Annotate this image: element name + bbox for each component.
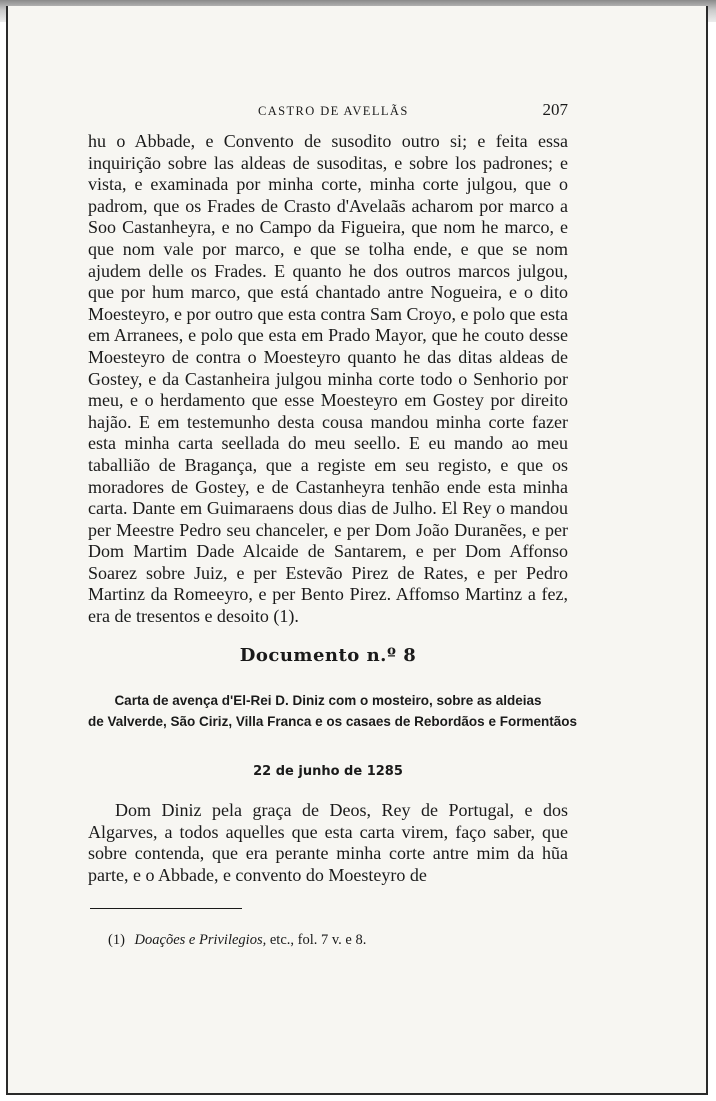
page-number: 207	[542, 100, 568, 119]
page-header	[88, 96, 568, 126]
footnote-source: Doações e Privilegios,	[134, 932, 267, 948]
footnote-reference: etc., fol. 7 v. e 8.	[269, 932, 367, 948]
summary-line-2: de Valverde, São Ciriz, Villa Franca e os casaes de Rebordãos e Formentãos	[88, 714, 577, 729]
continued-paragraph: hu o Abbade, e Convento de susodito outro si; e feita essa inquirição sobre las aldeas de susoditas, e sobre los padrones; e vista, e examinada por minha corte, minha corte julgou, que o padrom, que os Frades de Crasto d'Avelaãs acharom por marco a Soo Castanheyra, e no Campo da Figueira, que nom he marco, e que nom vale por marco, e que se tolha ende, e que se nom ajudem delle os Frades. E quanto he dos outros marcos julgou, que por hum marco, que está chantado antre Nogueira, e o dito Moesteyro, e por outro que esta contra Sam Croyo, e polo que esta em Arranees, e polo que esta em Prado Mayor, que he couto desse Moesteyro de contra o Moesteyro quanto he das ditas aldeas de Gostey, e da Castanheira julgou minha corte todo o Senhorio por meu, e o herdamento que esse Moesteyro em Gostey por direito hajão. E em testemunho desta cousa mandou minha corte fazer esta minha carta seellada do meu seello. E eu mando ao meu taballião de Bragança, que a registe em seu registo, e que os moradores de Gostey, e de Castanheyra tenhão ende esta minha carta. Dante em Guimaraens dous dias de Julho. El Rey o mandou per Meestre Pedro seu chanceler, e per Dom João Duranẽes, e per Dom Martim Dade Alcaide de Santarem, e per Dom Affonso Soarez sobre Juiz, e per Estevão Pirez de Rates, e per Pedro Martinz da Romeeyro, e per Bento Pirez. Affomso Martinz a fez, era de tresentos e desoito (1).	[88, 131, 568, 627]
main-text	[88, 131, 568, 628]
opening-paragraph: Dom Diniz pela graça de Deos, Rey de Portugal, e dos Algarves, a todos aquelles que esta carta virem, faço saber, que sobre contenda, que era perante minha corte antre mim da hũa parte, e o Abbade, e convento do Moesteyro de	[88, 800, 568, 885]
footnote	[108, 932, 568, 949]
footnote-marker: (1)	[108, 932, 125, 948]
summary-line-1: Carta de avença d'El-Rei D. Diniz com o mosteiro, sobre as aldeias	[114, 693, 542, 708]
document-text	[88, 800, 568, 886]
document-date: 22 de junho de 1285	[253, 764, 403, 779]
document-heading: Documento n.º 8	[239, 645, 417, 666]
running-head: CASTRO DE AVELLÃS	[258, 104, 409, 118]
document-summary	[88, 690, 577, 732]
footnote-divider	[90, 908, 242, 909]
